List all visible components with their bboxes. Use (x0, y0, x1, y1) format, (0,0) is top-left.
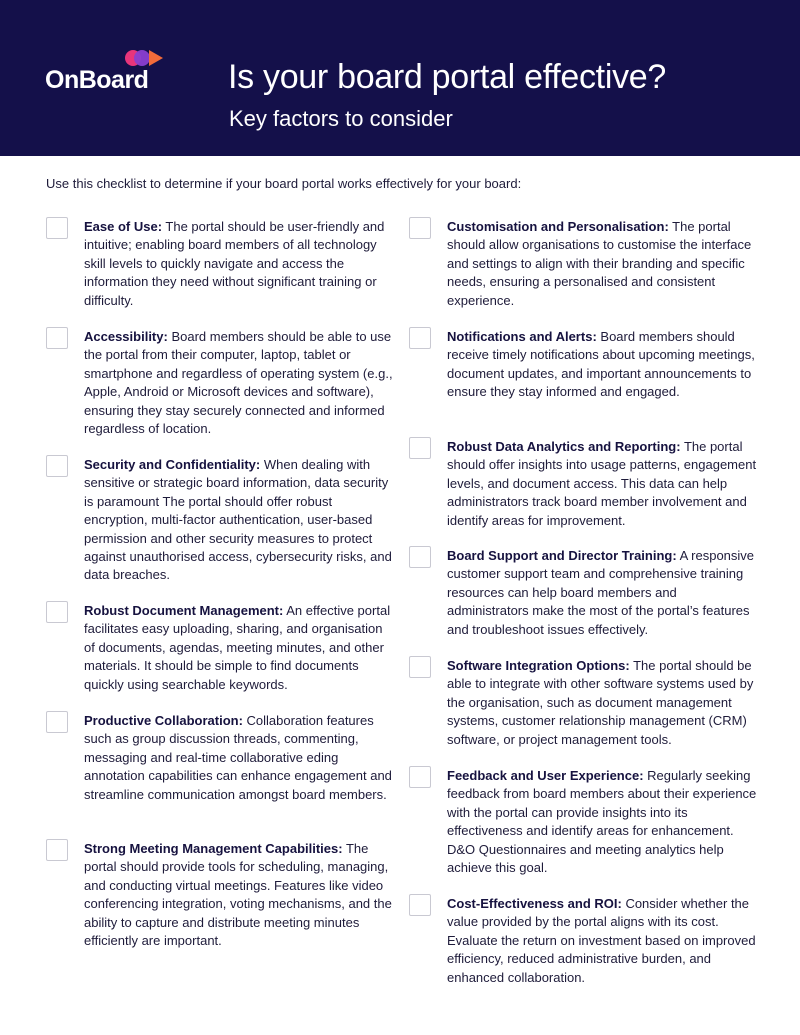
intro-text: Use this checklist to determine if your board portal works effectively for your board: (46, 176, 522, 191)
item-body: An effective portal facilitates easy uploading, sharing, and organisation of documents, agendas, meeting minutes, and other materials. It should be simple to find documents quickly using searchable keywords. (84, 603, 391, 692)
page-header (0, 0, 800, 156)
checkbox[interactable] (46, 601, 68, 623)
onboard-logo (45, 47, 170, 97)
checklist-item-text (84, 602, 394, 694)
item-title-colon: : (664, 219, 669, 234)
item-body: Board members should receive timely notifications about upcoming meetings, document updates, and important announcements to ensure they stay informed and engaged. (447, 329, 755, 400)
checkbox[interactable] (46, 455, 68, 477)
item-title: Robust Document Management (84, 603, 280, 618)
checklist-item-text (447, 218, 757, 310)
logo-text: OnBoard (45, 66, 149, 94)
checklist-item-text (84, 218, 394, 310)
item-title-colon: : (238, 713, 243, 728)
checklist-item-text (447, 895, 757, 987)
item-title: Productive Collaboration (84, 713, 239, 728)
item-title: Board Support and Director Training (447, 548, 673, 563)
checkbox[interactable] (409, 217, 431, 239)
item-body: A responsive customer support team and comprehensive training resources can help board members and administrators make the most of the portal’s features and troubleshoot issues effectively. (447, 548, 755, 637)
item-body: The portal should be user-friendly and intuitive; enabling board members of all technology skill levels to quickly navigate and access the information they need without significant training or difficulty. (84, 219, 385, 308)
item-title: Security and Confidentiality (84, 457, 256, 472)
checkbox[interactable] (409, 656, 431, 678)
item-title: Cost-Effectiveness and ROI: (447, 896, 622, 911)
checkbox[interactable] (46, 327, 68, 349)
item-title-colon: : (255, 457, 261, 472)
checklist-item-text (84, 840, 394, 950)
item-title: Notifications and Alerts (447, 329, 593, 344)
checklist-item-text (84, 328, 394, 438)
item-body: Board members should be able to use the portal from their computer, laptop, tablet or smartphone and regardless of operating system (e.g., Apple, Android or Microsoft devices and software), ensuring they stay securely connected and informed regardless of location. (84, 329, 393, 437)
item-title-colon: : (592, 329, 597, 344)
item-body: Consider whether the value provided by the portal aligns with its cost. Evaluate the return on investment based on improved efficiency, reduced administrative burden, and enhanced collaboration. (447, 896, 756, 985)
checkbox[interactable] (409, 437, 431, 459)
item-title: Customisation and Personalisation (447, 219, 665, 234)
checklist-item-text (84, 456, 394, 585)
checkbox[interactable] (409, 327, 431, 349)
item-body: The portal should allow organisations to customise the interface and settings to align with their branding and specific needs, ensuring a personalised and consistent experience. (447, 219, 752, 308)
item-title: Software Integration Options: (447, 658, 630, 673)
item-title: Feedback and User Experience: (447, 768, 644, 783)
item-body: When dealing with sensitive or strategic board information, data security is paramount The portal should offer robust encryption, multi-factor authentication, user-based permission and other security measures to protect against unauthorised access, cybersecurity risks, and data breaches. (84, 457, 392, 583)
checkbox[interactable] (46, 839, 68, 861)
item-body: Regularly seeking feedback from board members about their experience with the portal can provide insights into its effectiveness and identify areas for enhancement. D&O Questionnaires and meeting analytics help achieve this goal. (447, 768, 757, 876)
item-body: The portal should offer insights into usage patterns, engagement levels, and document access. This data can help administrators track board member involvement and identify areas for improvement. (447, 439, 757, 528)
checkbox[interactable] (409, 894, 431, 916)
item-title-colon: : (338, 841, 343, 856)
checkbox[interactable] (46, 217, 68, 239)
checkbox[interactable] (409, 546, 431, 568)
logo-mark-icon (124, 48, 166, 68)
item-body: The portal should be able to integrate with other software systems used by the organisation, such as document management systems, customer relationship management (CRM) software, or project management tools. (447, 658, 754, 747)
checklist-item-text (447, 438, 757, 530)
item-title: Ease of Use (84, 219, 158, 234)
checklist-item-text (447, 767, 757, 877)
item-title-colon: : (157, 219, 163, 234)
checklist-item-text (447, 657, 757, 749)
item-title-colon: : (676, 439, 681, 454)
page-subtitle: Key factors to consider (229, 106, 453, 131)
item-title-colon: : (163, 329, 168, 344)
item-body: The portal should provide tools for scheduling, managing, and conducting virtual meetings. Features like video conferencing integration, voting mechanisms, and the ability to capture and distribute meeting minutes efficiently are important. (84, 841, 392, 949)
item-title: Strong Meeting Management Capabilities (84, 841, 339, 856)
checkbox[interactable] (46, 711, 68, 733)
item-title: Robust Data Analytics and Reporting (447, 439, 677, 454)
checklist-item-text (84, 712, 394, 804)
item-title-colon: : (279, 603, 284, 618)
checklist-item-text (447, 547, 757, 639)
item-title-colon: : (672, 548, 677, 563)
page-title: Is your board portal effective? (228, 58, 666, 96)
checklist-item-text (447, 328, 757, 402)
checkbox[interactable] (409, 766, 431, 788)
item-title: Accessibility (84, 329, 164, 344)
item-body: Collaboration features such as group discussion threads, commenting, messaging and real-time collaborative eding annotation capabilities can enhance engagement and streamline communication amongst board members. (84, 713, 392, 802)
